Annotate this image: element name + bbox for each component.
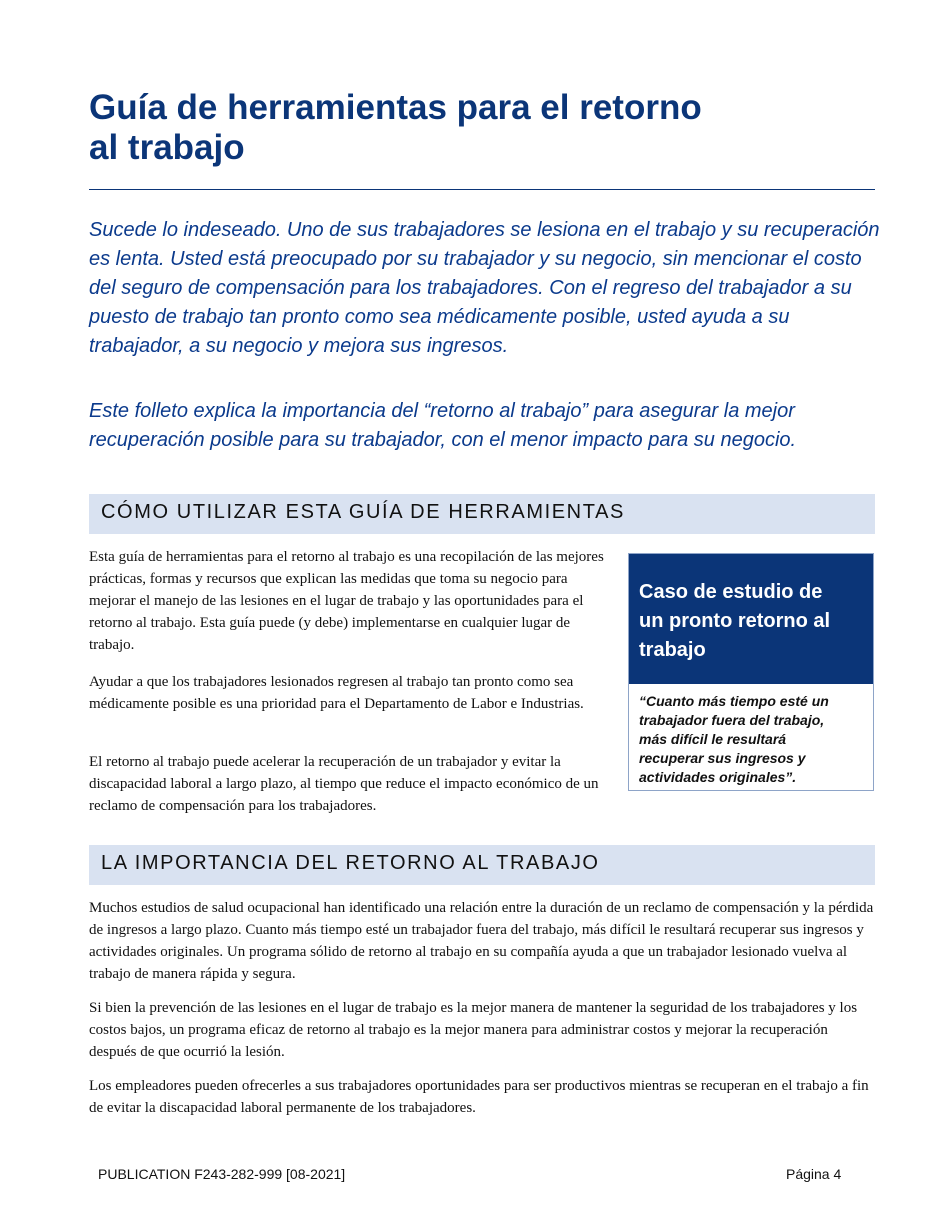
case-study-quote	[639, 692, 867, 787]
footer-page-number: Página 4	[786, 1166, 842, 1182]
body-paragraph: Los empleadores pueden ofrecerles a sus trabajadores oportunidades para ser productivos mientras se recuperan en el trabajo a fin de evitar la discapacidad laboral permanente de los trabajadores.	[89, 1078, 869, 1116]
case-study-quote-line: trabajador fuera del trabajo,	[639, 712, 825, 728]
case-study-quote-line: actividades originales”.	[639, 769, 797, 785]
section-heading-importance-text: LA IMPORTANCIA DEL RETORNO AL TRABAJO	[101, 852, 600, 874]
case-study-quote-line: recuperar sus ingresos y	[639, 750, 806, 766]
section-heading-importance	[89, 845, 875, 885]
body-paragraph: El retorno al trabajo puede acelerar la recuperación de un trabajador y evitar la discapacidad laboral a largo plazo, al tiempo que reduce el impacto económico de un reclamo de compensación para los trabajadores.	[89, 754, 599, 814]
case-study-box	[628, 553, 874, 791]
case-study-quote-line: “Cuanto más tiempo esté un	[639, 693, 829, 709]
title-divider	[89, 189, 875, 190]
case-study-title	[629, 554, 873, 684]
section-heading-how-to-use	[89, 494, 875, 534]
page-title-line-1: Guía de herramientas para el retorno	[89, 88, 702, 127]
case-study-title-line: un pronto retorno al	[639, 610, 831, 632]
body-paragraph: Muchos estudios de salud ocupacional han identificado una relación entre la duración de un reclamo de compensación y la pérdida de ingresos a largo plazo. Cuanto más tiempo esté un trabajador fuera del trabajo, más difícil le resultará recuperar sus ingresos y actividades originales. Un programa sólido de retorno al trabajo en su compañía ayuda a que un trabajador lesionado vuelva al trabajo de manera rápida y segura.	[89, 900, 874, 982]
page-title	[89, 88, 849, 168]
body-paragraph: Esta guía de herramientas para el retorno al trabajo es una recopilación de las mejores prácticas, formas y recursos que explican las medidas que toma su negocio para mejorar el manejo de las lesiones en el lugar de trabajo y las oportunidades para el retorno al trabajo. Esta guía puede (y debe) implementarse en cualquier lugar de trabajo.	[89, 549, 604, 653]
body-paragraph: Ayudar a que los trabajadores lesionados regresen al trabajo tan pronto como sea médicamente posible es una prioridad para el Departamento de Labor e Industrias.	[89, 674, 584, 712]
intro-paragraph-1: Sucede lo indeseado. Uno de sus trabajadores se lesiona en el trabajo y su recuperación es lenta. Usted está preocupado por su trabajador y su negocio, sin mencionar el costo del seguro de compensación para los trabajadores. Con el regreso del trabajador a su puesto de trabajo tan pronto como sea médicamente posible, usted ayuda a su trabajador, a su negocio y mejora sus ingresos.	[89, 219, 880, 357]
body-paragraph: Si bien la prevención de las lesiones en el lugar de trabajo es la mejor manera de mantener la seguridad de los trabajadores y los costos bajos, un programa eficaz de retorno al trabajo es la mejor manera para administrar costos y mejorar la recuperación después de que ocurrió la lesión.	[89, 1000, 858, 1060]
footer-publication: PUBLICATION F243-282-999 [08-2021]	[98, 1166, 346, 1182]
intro-paragraph-2: Este folleto explica la importancia del “retorno al trabajo” para asegurar la mejor recuperación posible para su trabajador, con el menor impacto para su negocio.	[89, 400, 797, 451]
case-study-title-line: Caso de estudio de	[639, 581, 823, 603]
section-heading-how-to-use-text: CÓMO UTILIZAR ESTA GUÍA DE HERRAMIENTAS	[101, 501, 625, 523]
case-study-title-line: trabajo	[639, 639, 706, 661]
case-study-quote-line: más difícil le resultará	[639, 731, 787, 747]
page-title-line-2: al trabajo	[89, 128, 245, 167]
